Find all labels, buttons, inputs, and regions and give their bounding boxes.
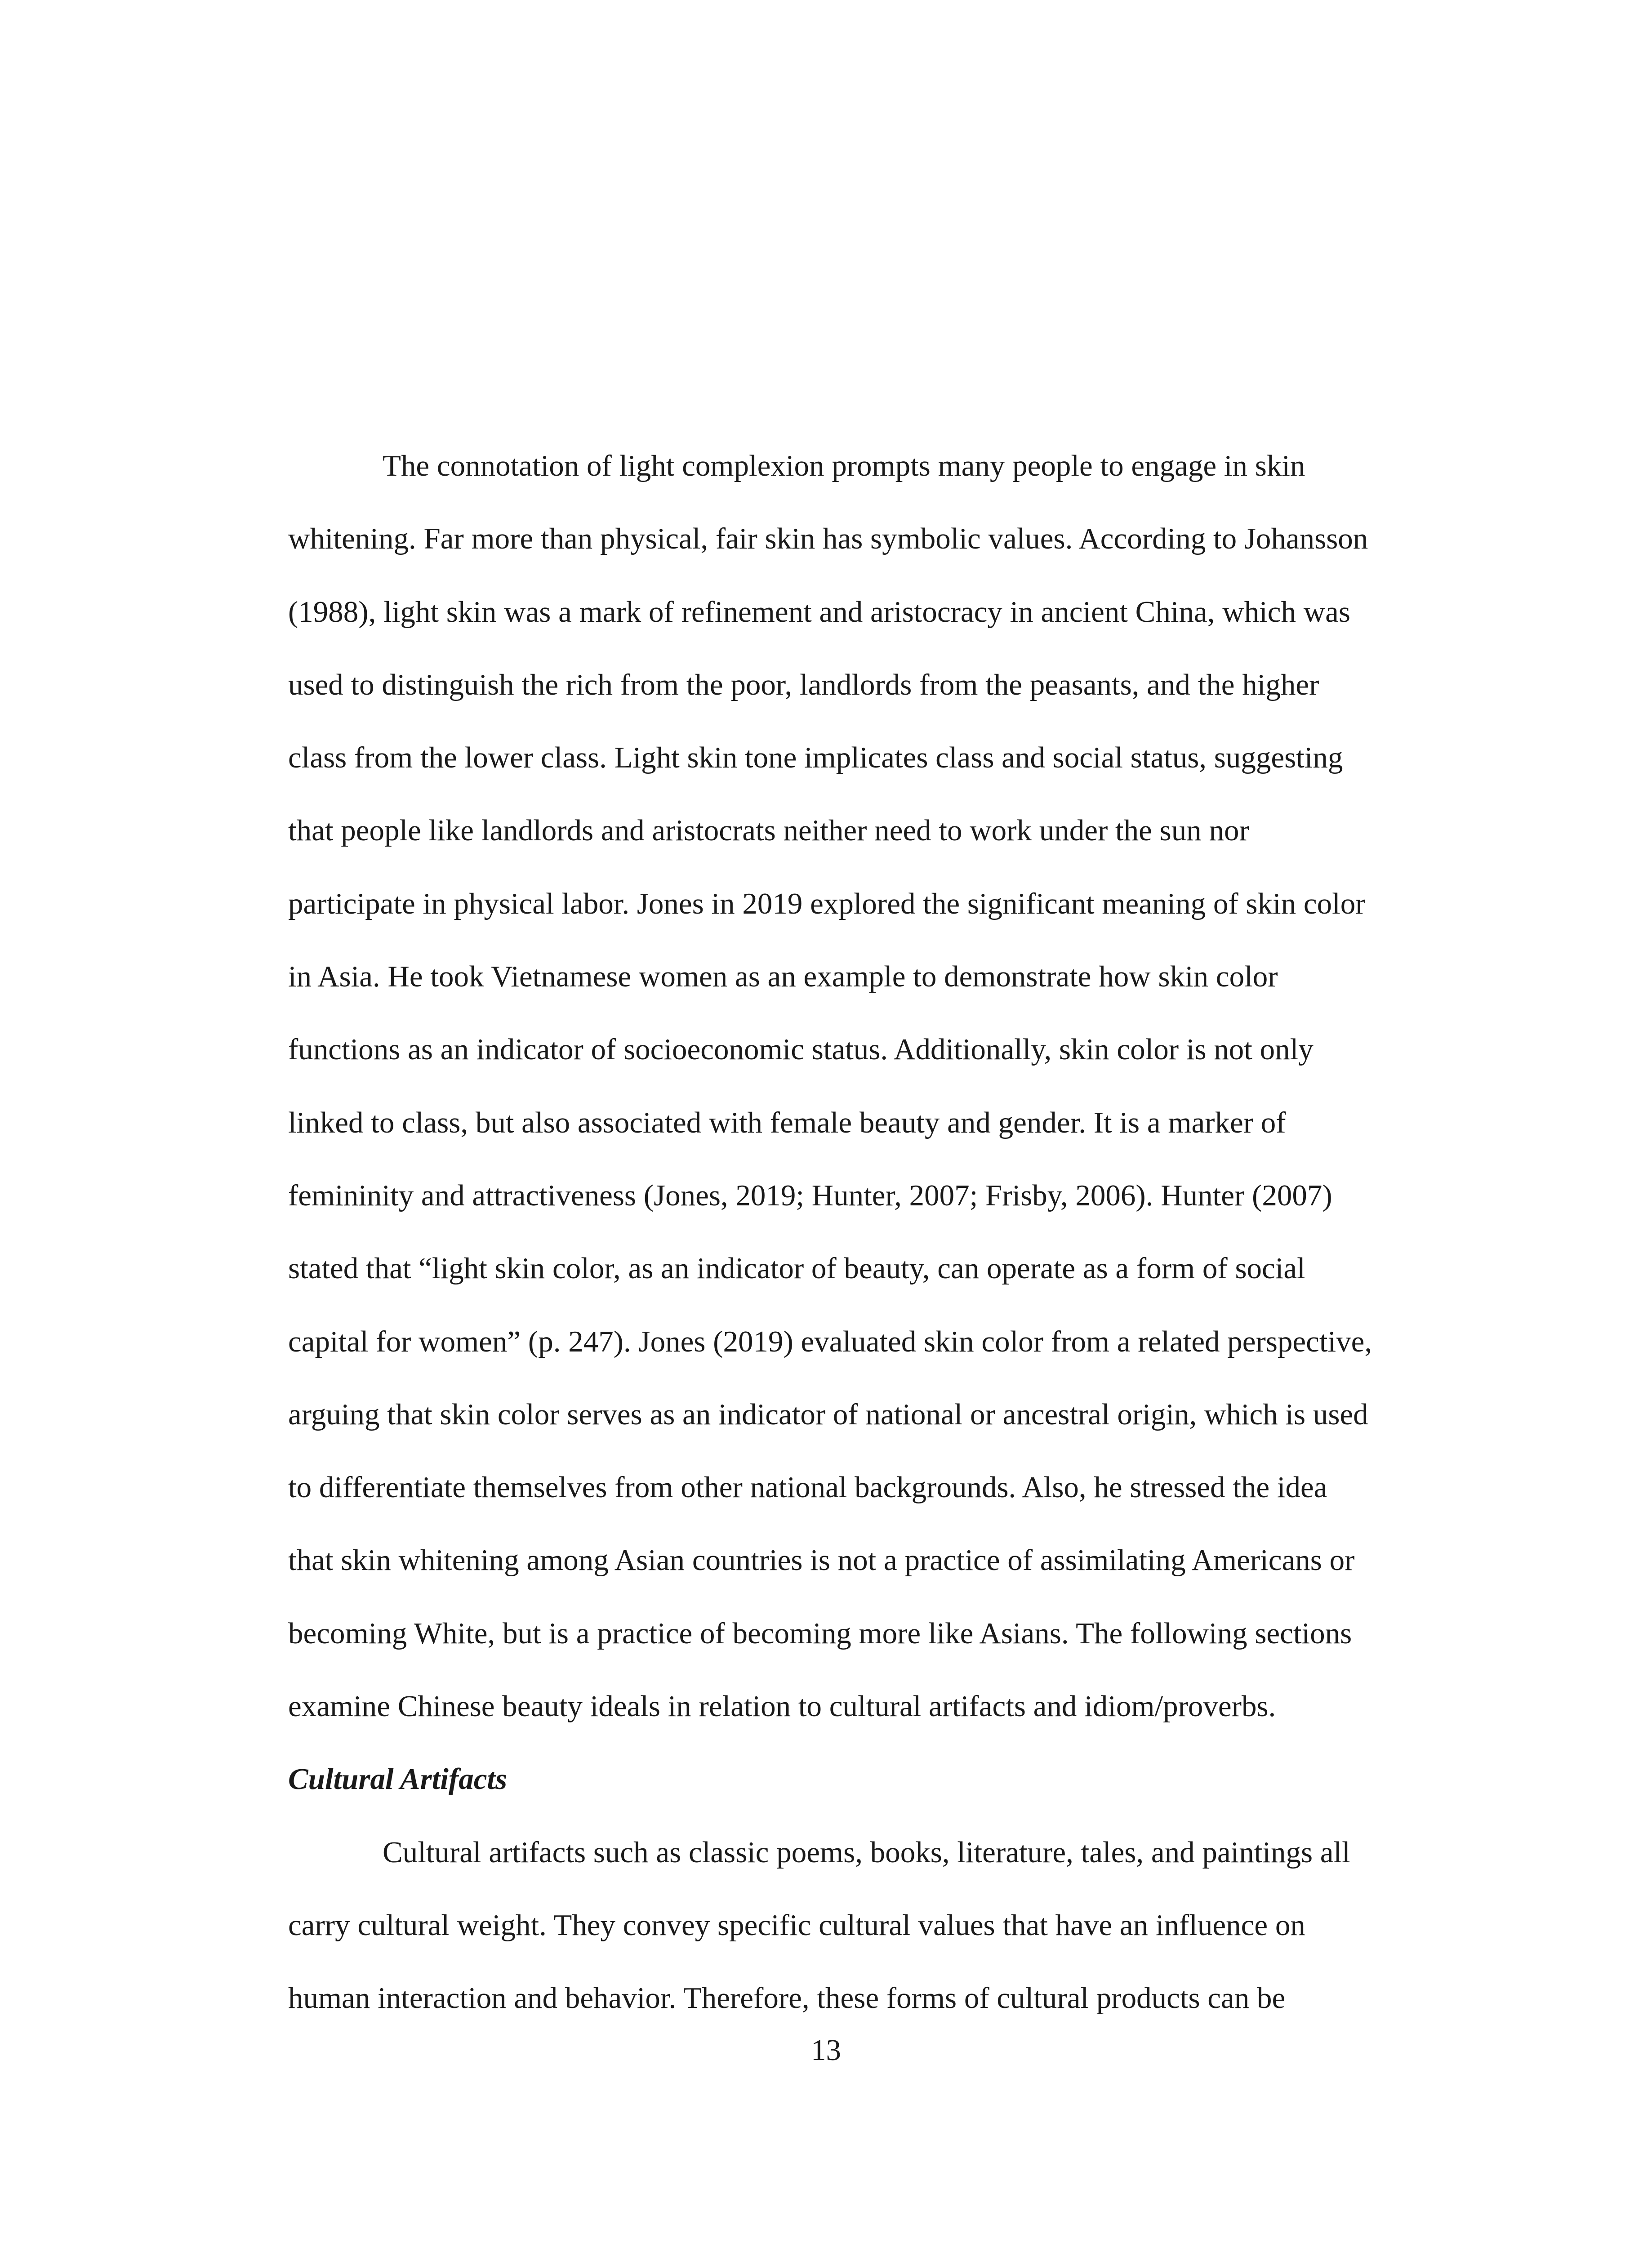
paragraph-line: human interaction and behavior. Therefore, these forms of cultural products can be — [288, 1981, 1286, 2015]
paragraph-line: class from the lower class. Light skin tone implicates class and social status, suggesting — [288, 741, 1343, 775]
paragraph-line: capital for women” (p. 247). Jones (2019) evaluated skin color from a related perspective, — [288, 1325, 1372, 1358]
paragraph-line: participate in physical labor. Jones in 2019 explored the significant meaning of skin color — [288, 887, 1366, 920]
paragraph-line: arguing that skin color serves as an indicator of national or ancestral origin, which is used — [288, 1397, 1368, 1431]
paragraph-line: used to distinguish the rich from the poor, landlords from the peasants, and the higher — [288, 668, 1319, 701]
paragraph-line: that skin whitening among Asian countries is not a practice of assimilating Americans or — [288, 1543, 1355, 1577]
paragraph-line: Cultural artifacts such as classic poems, books, literature, tales, and paintings all — [383, 1835, 1350, 1869]
page-number: 13 — [811, 2034, 841, 2067]
paragraph-line: that people like landlords and aristocrats neither need to work under the sun nor — [288, 814, 1249, 847]
paragraph-line: whitening. Far more than physical, fair skin has symbolic values. According to Johansson — [288, 522, 1368, 556]
paragraph-line: becoming White, but is a practice of becoming more like Asians. The following sections — [288, 1616, 1352, 1650]
paragraph-line: to differentiate themselves from other national backgrounds. Also, he stressed the idea — [288, 1471, 1327, 1504]
paragraph-line: femininity and attractiveness (Jones, 2019; Hunter, 2007; Frisby, 2006). Hunter (2007) — [288, 1178, 1332, 1212]
paragraph-line: in Asia. He took Vietnamese women as an example to demonstrate how skin color — [288, 960, 1278, 994]
paragraph-line: functions as an indicator of socioeconomic status. Additionally, skin color is not only — [288, 1033, 1314, 1066]
body-text — [288, 429, 1430, 2035]
paragraph-line: (1988), light skin was a mark of refinement and aristocracy in ancient China, which was — [288, 595, 1350, 629]
paragraph-line: stated that “light skin color, as an indicator of beauty, can operate as a form of social — [288, 1252, 1305, 1285]
paragraph-line: carry cultural weight. They convey specific cultural values that have an influence on — [288, 1908, 1305, 1942]
paragraph-line: examine Chinese beauty ideals in relation to cultural artifacts and idiom/proverbs. — [288, 1690, 1276, 1723]
paragraph-line: linked to class, but also associated with female beauty and gender. It is a marker of — [288, 1106, 1286, 1139]
section-heading: Cultural Artifacts — [288, 1762, 508, 1796]
paragraph-line: The connotation of light complexion prompts many people to engage in skin — [383, 449, 1305, 482]
